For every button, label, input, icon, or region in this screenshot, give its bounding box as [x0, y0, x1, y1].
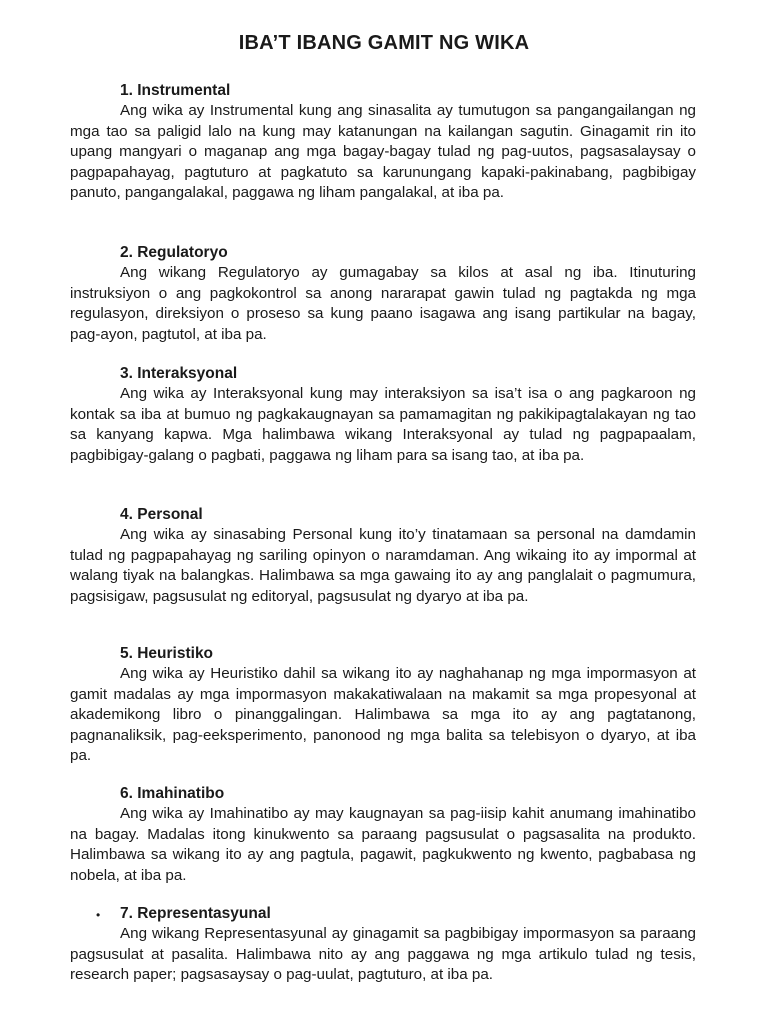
section-heuristiko	[70, 644, 696, 767]
section-imahinatibo	[70, 784, 696, 886]
section-body: Ang wikang Representasyunal ay ginagamit sa pagbibigay impormasyon sa paraang pagsusulat at pasalita. Halimbawa nito ay ang paggawa ng mga artikulo tulad ng tesis, research paper; pagsasaysay o pag-uulat, pagtuturo, at iba pa.	[70, 925, 696, 984]
section-heading: 2. Regulatoryo	[120, 244, 228, 261]
section-heading: 3. Interaksyonal	[120, 365, 238, 382]
section-body: Ang wika ay Imahinatibo ay may kaugnayan sa pag-iisip kahit anumang imahinatibo na bagay. Madalas itong kinukwento sa paraang pagsusulat o pagsasalita na produkto. Halimbawa sa wikang ito ay ang pagtula, pagawit, pagkukwento ng kwento, pagbabasa ng nobela, at iba pa.	[70, 805, 696, 884]
section-regulatoryo	[70, 243, 696, 345]
section-heading: 4. Personal	[120, 506, 203, 523]
section-heading: 5. Heuristiko	[120, 645, 214, 662]
section-personal	[70, 505, 696, 607]
section-representasyunal	[70, 904, 696, 986]
section-heading: 6. Imahinatibo	[120, 785, 225, 802]
section-body: Ang wika ay Interaksyonal kung may interaksiyon sa isa’t isa o ang pagkaroon ng kontak sa iba at bumuo ng pagkakaugnayan sa pamamagitan ng pakikipagtalakayan ng tao sa kanyang kapwa. Mga halimbawa wikang Interaksyonal ay tulad ng pagpapaalam, pagbibigay-galang o pagbati, paggawa ng liham para sa isang tao, at iba pa.	[70, 385, 696, 464]
section-instrumental	[70, 81, 696, 204]
section-body: Ang wikang Regulatoryo ay gumagabay sa kilos at asal ng iba. Itinuturing instruksiyon o ang pagkokontrol sa anong nararapat gawin tulad ng pagtakda ng mga regulasyon, direksiyon o proseso sa kung paano isagawa ang isang partikular na bagay, pag-ayon, pagtutol, at iba pa.	[70, 264, 696, 343]
section-body: Ang wika ay sinasabing Personal kung ito’y tinatamaan sa personal na damdamin tulad ng pagpapahayag ng sariling opinyon o naramdaman. Ang wikaing ito ay impormal at walang tiyak na balangkas. Halimbawa sa mga gawaing ito ay ang panglalait o pagmumura, pagsisigaw, pagsusulat ng editoryal, pagsusulat ng dyaryo at iba pa.	[70, 526, 696, 605]
section-heading: 7. Representasyunal	[120, 905, 271, 922]
section-heading-wrapper	[96, 904, 696, 924]
section-heading: 1. Instrumental	[120, 82, 231, 99]
section-body: Ang wika ay Instrumental kung ang sinasalita ay tumutugon sa pangangailangan ng mga tao sa paligid lalo na kung may katanungan na kailangan sagutin. Ginagamit rin ito upang mangyari o maganap ang mga bagay-bagay tulad ng pag-uutos, pagsasalaysay o pagpapahayag, pagtuturo at pagkatuto sa karunungang kapaki-pakinabang, pagbibigay panuto, pangangalakal, paggawa ng liham pangalakal, at iba pa.	[70, 102, 696, 202]
document-title: IBA’T IBANG GAMIT NG WIKA	[238, 32, 530, 54]
bullet-mark: •	[96, 908, 101, 922]
section-interaksyonal	[70, 364, 696, 466]
section-body: Ang wika ay Heuristiko dahil sa wikang ito ay naghahanap ng mga impormasyon at gamit madalas ay mga impormasyon makakatiwalaan na makamit sa mga propesyonal at akademikong libro o pinanggalingan. Halimbawa sa mga ito ay ang pagtatanong, pagnanaliksik, pag-eeksperimento, panonood ng mga balita sa telebisyon o dyaryo, at iba pa.	[70, 665, 696, 765]
